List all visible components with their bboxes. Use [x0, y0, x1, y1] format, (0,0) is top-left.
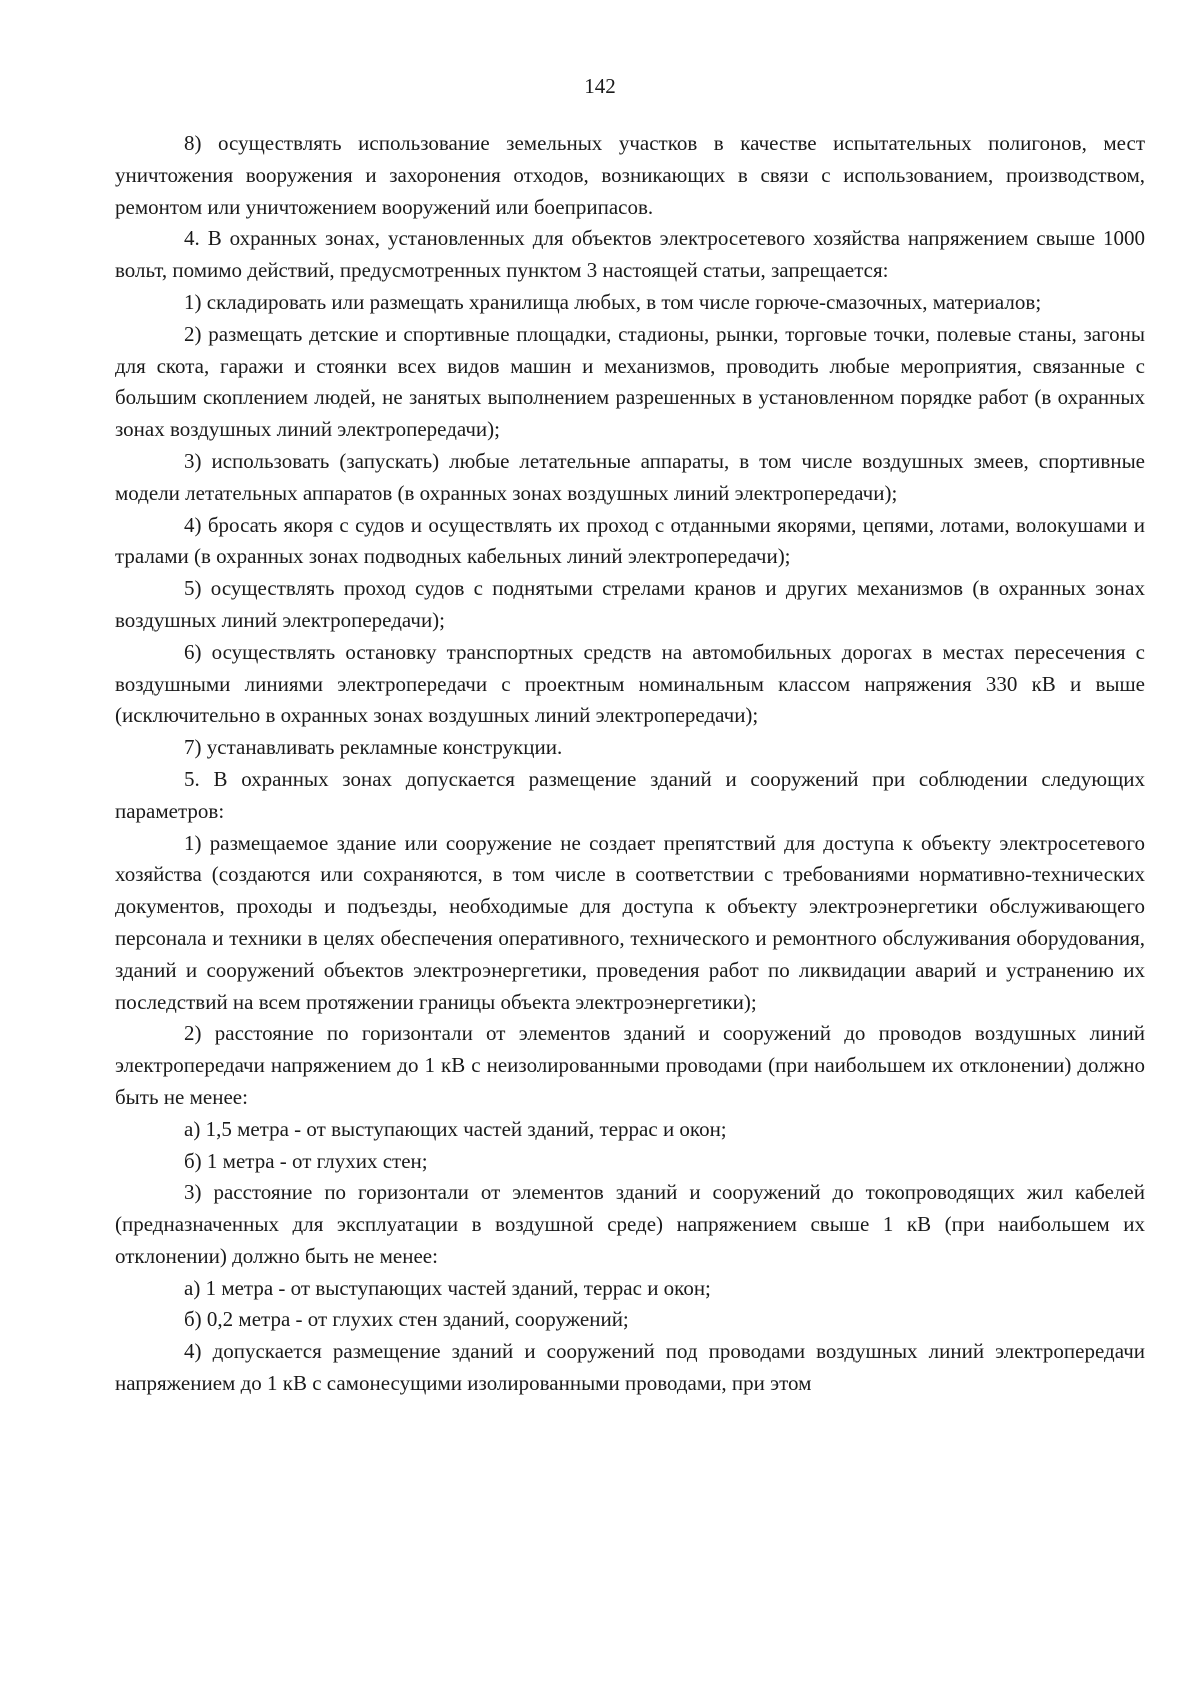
paragraph-5-2: 2) расстояние по горизонтали от элементов зданий и сооружений до проводов воздушных линий электропередачи напряжением до 1 кВ с неизолированными проводами (при наибольшем их отклонении) должно быть не менее: [115, 1021, 1145, 1109]
paragraph-4-1: 1) складировать или размещать хранилища любых, в том числе горюче-смазочных, материалов; [184, 289, 1042, 314]
paragraph-4-4: 4) бросать якоря с судов и осуществлять их проход с отданными якорями, цепями, лотами, волокушами и тралами (в охранных зонах подводных кабельных линий электропередачи); [115, 512, 1145, 569]
paragraph-4-7: 7) устанавливать рекламные конструкции. [184, 735, 563, 760]
paragraph-3-8: 8) осуществлять использование земельных участков в качестве испытательных полигонов, мест уничтожения вооружения и захоронения отходов, возникающих в связи с использованием, производством, ремонтом или уничтожением вооружений или боеприпасов. [115, 131, 1145, 219]
paragraph-4-2: 2) размещать детские и спортивные площадки, стадионы, рынки, торговые точки, полевые станы, загоны для скота, гаражи и стоянки всех видов машин и механизмов, проводить любые мероприятия, связанные с большим скоплением людей, не занятых выполнением разрешенных в установленном порядке работ (в охранных зонах воздушных линий электропередачи); [115, 321, 1145, 442]
paragraph-4-3: 3) использовать (запускать) любые летательные аппараты, в том числе воздушных змеев, спортивные модели летательных аппаратов (в охранных зонах воздушных линий электропередачи); [115, 448, 1145, 505]
paragraph-5-3-a: а) 1 метра - от выступающих частей зданий, террас и окон; [184, 1275, 711, 1300]
paragraph-5-4: 4) допускается размещение зданий и сооружений под проводами воздушных линий электропередачи напряжением до 1 кВ с самонесущими изолированными проводами, при этом [115, 1339, 1145, 1396]
paragraph-4: 4. В охранных зонах, установленных для объектов электросетевого хозяйства напряжением свыше 1000 вольт, помимо действий, предусмотренных пунктом 3 настоящей статьи, запрещается: [115, 226, 1145, 283]
paragraph-4-6: 6) осуществлять остановку транспортных средств на автомобильных дорогах в местах пересечения с воздушными линиями электропередачи с проектным номинальным классом напряжения 330 кВ и выше (исключительно в охранных зонах воздушных линий электропередачи); [115, 639, 1145, 728]
paragraph-4-5: 5) осуществлять проход судов с поднятыми стрелами кранов и других механизмов (в охранных зонах воздушных линий электропередачи); [115, 576, 1145, 632]
paragraph-5-2-a: а) 1,5 метра - от выступающих частей зданий, террас и окон; [184, 1116, 727, 1141]
paragraph-5-1: 1) размещаемое здание или сооружение не создает препятствий для доступа к объекту электросетевого хозяйства (создаются или сохраняются, в том числе в соответствии с требованиями нормативно-технических документов, проходы и подъезды, необходимые для доступа к объекту электроэнергетики обслуживающего персонала и техники в целях обеспечения оперативного, технического и ремонтного обслуживания оборудования, зданий и сооружений объектов электроэнергетики, проведения работ по ликвидации аварий и устранению их последствий на всем протяжении границы объекта электроэнергетики); [115, 830, 1145, 1014]
document-body [115, 128, 1145, 1400]
page-number: 142 [584, 74, 616, 98]
paragraph-5-3-b: б) 0,2 метра - от глухих стен зданий, сооружений; [184, 1307, 629, 1332]
paragraph-5-3: 3) расстояние по горизонтали от элементов зданий и сооружений до токопроводящих жил кабелей (предназначенных для эксплуатации в воздушной среде) напряжением свыше 1 кВ (при наибольшем их отклонении) должно быть не менее: [115, 1180, 1145, 1268]
paragraph-5: 5. В охранных зонах допускается размещение зданий и сооружений при соблюдении следующих параметров: [115, 766, 1145, 823]
paragraph-5-2-b: б) 1 метра - от глухих стен; [184, 1148, 428, 1173]
